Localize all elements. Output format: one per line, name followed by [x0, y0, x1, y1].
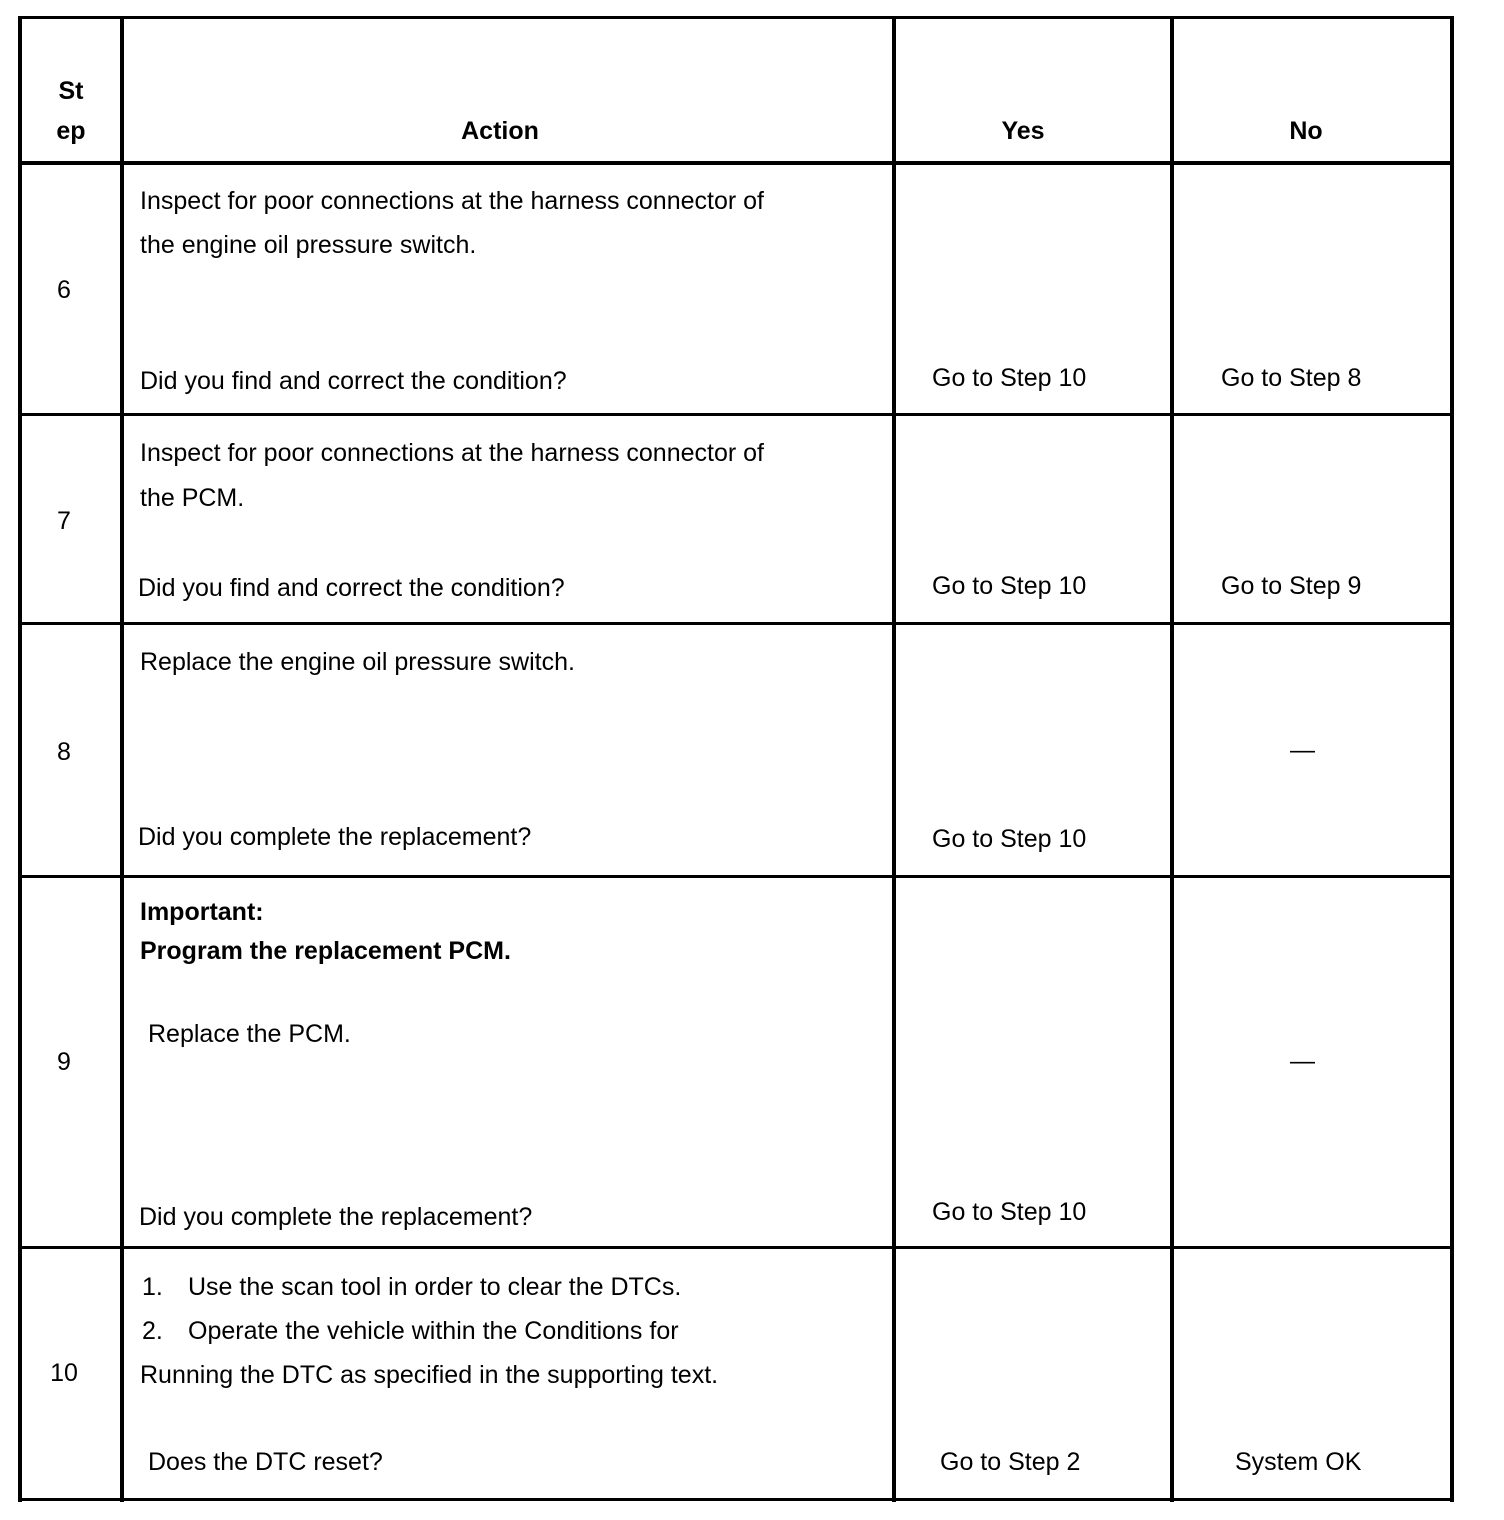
action-text: Replace the engine oil pressure switch.	[140, 648, 575, 676]
action-text: Inspect for poor connections at the harness connector of	[140, 439, 764, 467]
action-question: Does the DTC reset?	[148, 1448, 383, 1476]
action-text: Running the DTC as specified in the supporting text.	[140, 1361, 719, 1389]
column-divider-step-action	[120, 16, 124, 1502]
important-text: Program the replacement PCM.	[140, 937, 511, 965]
table-border-top	[18, 16, 1454, 19]
action-question: Did you complete the replacement?	[138, 823, 532, 851]
step-number: 8	[57, 738, 71, 766]
list-number: 1.	[142, 1273, 163, 1301]
table-border-bottom	[18, 1498, 1454, 1501]
step-number: 9	[57, 1048, 71, 1076]
column-divider-yes-no	[1170, 16, 1174, 1502]
no-result-dash: —	[1290, 1047, 1315, 1075]
action-text: the engine oil pressure switch.	[140, 231, 477, 259]
yes-result: Go to Step 10	[932, 825, 1087, 853]
header-step-line2: ep	[56, 117, 86, 145]
no-result: Go to Step 8	[1221, 364, 1362, 392]
row-divider-7-8	[18, 622, 1454, 625]
step-number: 6	[57, 276, 71, 304]
header-no: No	[1289, 117, 1323, 145]
header-step-line1: St	[58, 77, 84, 105]
action-text: Inspect for poor connections at the harness connector of	[140, 187, 764, 215]
yes-result: Go to Step 10	[932, 572, 1087, 600]
header-action: Action	[461, 117, 539, 145]
step-number: 7	[57, 507, 71, 535]
list-item-text: Operate the vehicle within the Conditions for	[188, 1317, 679, 1345]
yes-result: Go to Step 10	[932, 1198, 1087, 1226]
list-item-text: Use the scan tool in order to clear the DTCs.	[188, 1273, 682, 1301]
step-number: 10	[50, 1359, 78, 1387]
action-text: the PCM.	[140, 484, 245, 512]
no-result: Go to Step 9	[1221, 572, 1362, 600]
action-text: Replace the PCM.	[148, 1020, 351, 1048]
row-divider-6-7	[18, 413, 1454, 416]
yes-result: Go to Step 2	[940, 1448, 1081, 1476]
action-question: Did you complete the replacement?	[139, 1203, 533, 1231]
row-divider-8-9	[18, 875, 1454, 878]
row-divider-9-10	[18, 1246, 1454, 1249]
action-question: Did you find and correct the condition?	[138, 574, 565, 602]
column-divider-action-yes	[892, 16, 896, 1502]
no-result: System OK	[1235, 1448, 1362, 1476]
header-yes: Yes	[1001, 117, 1045, 145]
yes-result: Go to Step 10	[932, 364, 1087, 392]
table-border-right	[1450, 16, 1454, 1502]
list-number: 2.	[142, 1317, 163, 1345]
header-divider	[18, 161, 1454, 165]
no-result-dash: —	[1290, 736, 1315, 764]
action-question: Did you find and correct the condition?	[140, 367, 567, 395]
important-label: Important:	[140, 898, 264, 926]
